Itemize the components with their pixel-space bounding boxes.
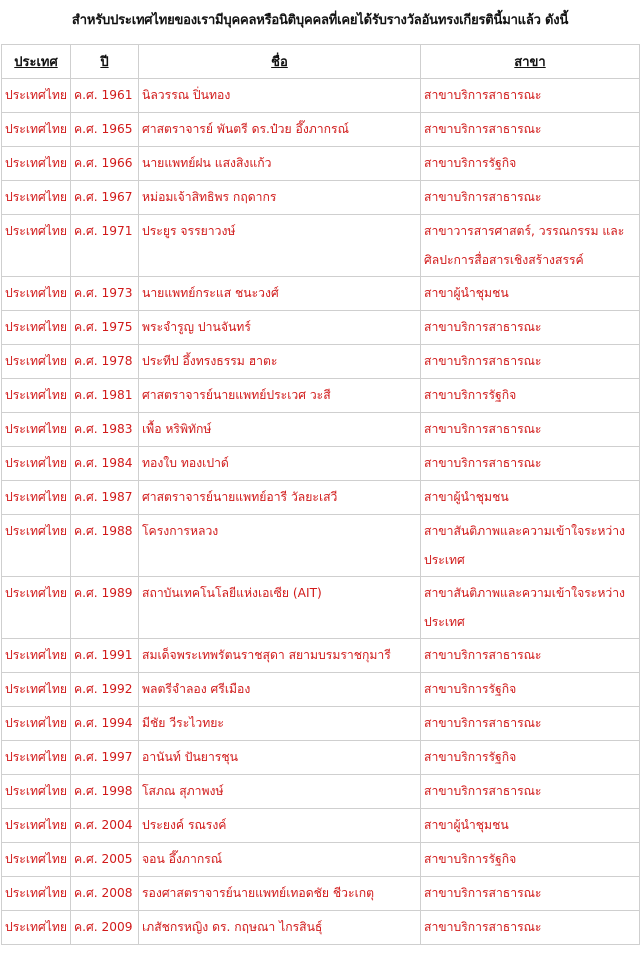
cell-name: รองศาสตราจารย์นายแพทย์เทอดชัย ชีวะเกตุ — [139, 877, 421, 911]
cell-name: อานันท์ ปันยารชุน — [139, 741, 421, 775]
column-header-field: สาขา — [421, 45, 640, 79]
cell-country: ประเทศไทย — [2, 311, 71, 345]
table-row — [2, 877, 640, 911]
cell-year: ค.ศ. 1987 — [71, 481, 139, 515]
cell-name: ประยงค์ รณรงค์ — [139, 809, 421, 843]
cell-year: ค.ศ. 1992 — [71, 673, 139, 707]
cell-year: ค.ศ. 1988 — [71, 515, 139, 577]
table-row — [2, 447, 640, 481]
awardees-table — [1, 44, 640, 945]
column-header-name: ชื่อ — [139, 45, 421, 79]
cell-country: ประเทศไทย — [2, 577, 71, 639]
cell-field: สาขาบริการรัฐกิจ — [421, 741, 640, 775]
cell-field: สาขาบริการรัฐกิจ — [421, 673, 640, 707]
cell-year: ค.ศ. 1981 — [71, 379, 139, 413]
cell-name: ประยูร จรรยาวงษ์ — [139, 215, 421, 277]
cell-year: ค.ศ. 1994 — [71, 707, 139, 741]
cell-name: โครงการหลวง — [139, 515, 421, 577]
cell-country: ประเทศไทย — [2, 181, 71, 215]
cell-country: ประเทศไทย — [2, 447, 71, 481]
cell-field: สาขาบริการสาธารณะ — [421, 447, 640, 481]
cell-name: นายแพทย์กระแส ชนะวงศ์ — [139, 277, 421, 311]
cell-country: ประเทศไทย — [2, 775, 71, 809]
cell-field: สาขาบริการสาธารณะ — [421, 413, 640, 447]
table-row — [2, 577, 640, 639]
cell-name: ประทีป อึ้งทรงธรรม ฮาตะ — [139, 345, 421, 379]
table-row — [2, 379, 640, 413]
cell-year: ค.ศ. 1991 — [71, 639, 139, 673]
table-row — [2, 277, 640, 311]
cell-field: สาขาบริการสาธารณะ — [421, 911, 640, 945]
cell-country: ประเทศไทย — [2, 79, 71, 113]
cell-country: ประเทศไทย — [2, 741, 71, 775]
cell-field: สาขาบริการรัฐกิจ — [421, 843, 640, 877]
table-row — [2, 741, 640, 775]
cell-field: สาขาบริการสาธารณะ — [421, 113, 640, 147]
table-row — [2, 215, 640, 277]
table-row — [2, 79, 640, 113]
cell-country: ประเทศไทย — [2, 481, 71, 515]
column-header-country: ประเทศ — [2, 45, 71, 79]
table-row — [2, 911, 640, 945]
cell-country: ประเทศไทย — [2, 843, 71, 877]
cell-field: สาขาวารสารศาสตร์, วรรณกรรม และศิลปะการสื่อสารเชิงสร้างสรรค์ — [421, 215, 640, 277]
cell-year: ค.ศ. 2005 — [71, 843, 139, 877]
cell-name: จอน อึ๊งภากรณ์ — [139, 843, 421, 877]
cell-name: มีชัย วีระไวทยะ — [139, 707, 421, 741]
cell-name: สมเด็จพระเทพรัตนราชสุดา สยามบรมราชกุมารี — [139, 639, 421, 673]
cell-country: ประเทศไทย — [2, 809, 71, 843]
cell-name: พลตรีจำลอง ศรีเมือง — [139, 673, 421, 707]
cell-year: ค.ศ. 1966 — [71, 147, 139, 181]
cell-year: ค.ศ. 2008 — [71, 877, 139, 911]
page-title: สำหรับประเทศไทยของเรามีบุคคลหรือนิติบุคคลที่เคยได้รับรางวัลอันทรงเกียรตินี้มาแล้ว ดังนี้ — [71, 13, 569, 28]
cell-country: ประเทศไทย — [2, 639, 71, 673]
cell-year: ค.ศ. 1961 — [71, 79, 139, 113]
cell-year: ค.ศ. 1971 — [71, 215, 139, 277]
cell-year: ค.ศ. 1983 — [71, 413, 139, 447]
cell-year: ค.ศ. 1989 — [71, 577, 139, 639]
table-row — [2, 515, 640, 577]
cell-field: สาขาผู้นำชุมชน — [421, 809, 640, 843]
table-row — [2, 843, 640, 877]
cell-country: ประเทศไทย — [2, 515, 71, 577]
cell-year: ค.ศ. 1984 — [71, 447, 139, 481]
cell-year: ค.ศ. 2009 — [71, 911, 139, 945]
table-row — [2, 673, 640, 707]
cell-country: ประเทศไทย — [2, 379, 71, 413]
cell-name: ศาสตราจารย์นายแพทย์ประเวศ วะสี — [139, 379, 421, 413]
table-row — [2, 809, 640, 843]
table-row — [2, 639, 640, 673]
table-row — [2, 413, 640, 447]
table-row — [2, 147, 640, 181]
table-row — [2, 481, 640, 515]
cell-year: ค.ศ. 1975 — [71, 311, 139, 345]
table-row — [2, 345, 640, 379]
table-row — [2, 113, 640, 147]
cell-year: ค.ศ. 1973 — [71, 277, 139, 311]
cell-field: สาขาผู้นำชุมชน — [421, 277, 640, 311]
cell-year: ค.ศ. 1978 — [71, 345, 139, 379]
cell-field: สาขาบริการสาธารณะ — [421, 707, 640, 741]
cell-year: ค.ศ. 1997 — [71, 741, 139, 775]
cell-name: นายแพทย์ฝน แสงสิงแก้ว — [139, 147, 421, 181]
cell-name: โสภณ สุภาพงษ์ — [139, 775, 421, 809]
cell-field: สาขาบริการสาธารณะ — [421, 877, 640, 911]
cell-field: สาขาบริการสาธารณะ — [421, 79, 640, 113]
cell-name: พระจำรูญ ปานจันทร์ — [139, 311, 421, 345]
cell-field: สาขาบริการรัฐกิจ — [421, 379, 640, 413]
cell-year: ค.ศ. 1998 — [71, 775, 139, 809]
table-row — [2, 775, 640, 809]
cell-field: สาขาผู้นำชุมชน — [421, 481, 640, 515]
table-row — [2, 707, 640, 741]
cell-name: เพื้อ หริพิทักษ์ — [139, 413, 421, 447]
cell-name: หม่อมเจ้าสิทธิพร กฤดากร — [139, 181, 421, 215]
cell-field: สาขาบริการสาธารณะ — [421, 345, 640, 379]
table-row — [2, 181, 640, 215]
cell-name: ศาสตราจารย์นายแพทย์อารี วัลยะเสวี — [139, 481, 421, 515]
cell-country: ประเทศไทย — [2, 707, 71, 741]
cell-name: ทองใบ ทองเปาด์ — [139, 447, 421, 481]
cell-country: ประเทศไทย — [2, 215, 71, 277]
cell-country: ประเทศไทย — [2, 277, 71, 311]
cell-name: เภสัชกรหญิง ดร. กฤษณา ไกรสินธุ์ — [139, 911, 421, 945]
cell-name: สถาบันเทคโนโลยีแห่งเอเซีย (AIT) — [139, 577, 421, 639]
cell-year: ค.ศ. 2004 — [71, 809, 139, 843]
cell-field: สาขาบริการสาธารณะ — [421, 775, 640, 809]
cell-field: สาขาบริการสาธารณะ — [421, 311, 640, 345]
cell-name: ศาสตราจารย์ พันตรี ดร.ป๋วย อึ๊งภากรณ์ — [139, 113, 421, 147]
cell-year: ค.ศ. 1965 — [71, 113, 139, 147]
column-header-year: ปี — [71, 45, 139, 79]
cell-country: ประเทศไทย — [2, 413, 71, 447]
cell-field: สาขาสันติภาพและความเข้าใจระหว่างประเทศ — [421, 577, 640, 639]
cell-country: ประเทศไทย — [2, 673, 71, 707]
cell-country: ประเทศไทย — [2, 147, 71, 181]
cell-name: นิลวรรณ ปิ่นทอง — [139, 79, 421, 113]
cell-field: สาขาบริการสาธารณะ — [421, 639, 640, 673]
cell-field: สาขาสันติภาพและความเข้าใจระหว่างประเทศ — [421, 515, 640, 577]
cell-year: ค.ศ. 1967 — [71, 181, 139, 215]
cell-country: ประเทศไทย — [2, 113, 71, 147]
cell-country: ประเทศไทย — [2, 911, 71, 945]
cell-field: สาขาบริการรัฐกิจ — [421, 147, 640, 181]
table-body — [2, 79, 640, 945]
cell-country: ประเทศไทย — [2, 345, 71, 379]
table-header-row — [2, 45, 640, 79]
cell-field: สาขาบริการสาธารณะ — [421, 181, 640, 215]
table-row — [2, 311, 640, 345]
cell-country: ประเทศไทย — [2, 877, 71, 911]
